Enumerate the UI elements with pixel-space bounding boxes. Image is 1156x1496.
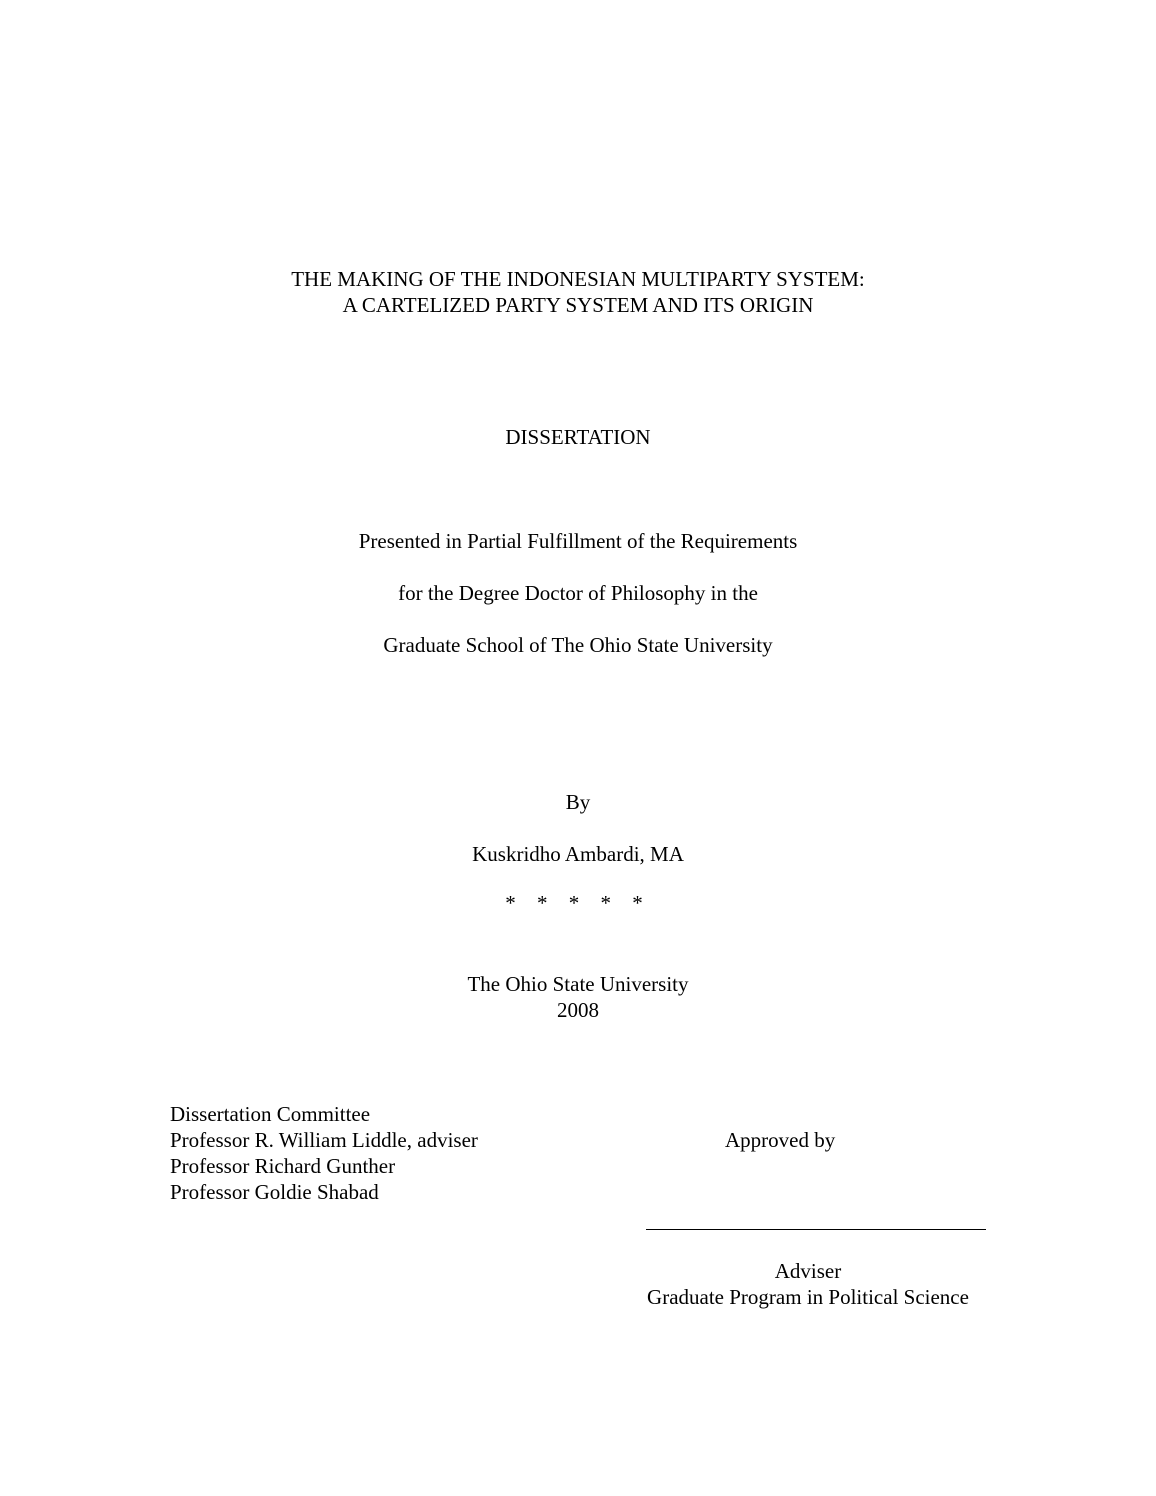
by-text: By [565,790,591,814]
graduate-program: Graduate Program in Political Science [647,1285,969,1309]
byline-label [0,789,1156,815]
committee-member: Professor Richard Gunther [170,1154,396,1178]
approved-by-label: Approved by [725,1128,836,1152]
presentation-line-2: for the Degree Doctor of Philosophy in the [398,581,758,605]
adviser-signature-caption [630,1258,986,1310]
institution-year: 2008 [557,998,599,1022]
title-line-2: A CARTELIZED PARTY SYSTEM AND ITS ORIGIN [342,293,814,317]
dissertation-committee [170,1101,478,1205]
dissertation-title [0,266,1156,318]
author-text: Kuskridho Ambardi, MA [472,842,684,866]
presentation-line-3: Graduate School of The Ohio State University [383,633,773,657]
institution [0,971,1156,1023]
committee-heading: Dissertation Committee [170,1102,371,1126]
institution-name: The Ohio State University [467,972,689,996]
separator-text: * * * * * [505,891,651,915]
document-type-label: DISSERTATION [505,425,651,449]
presentation-line-1: Presented in Partial Fulfillment of the Requirements [358,529,798,553]
title-line-1: THE MAKING OF THE INDONESIAN MULTIPARTY SYSTEM: [291,267,865,291]
presentation-statement [0,528,1156,684]
adviser-role: Adviser [774,1259,842,1283]
document-type [0,424,1156,450]
asterisk-separator [0,890,1156,916]
author-name [0,841,1156,867]
signature-line [646,1229,986,1230]
committee-member: Professor Goldie Shabad [170,1180,379,1204]
committee-member: Professor R. William Liddle, adviser [170,1128,478,1152]
